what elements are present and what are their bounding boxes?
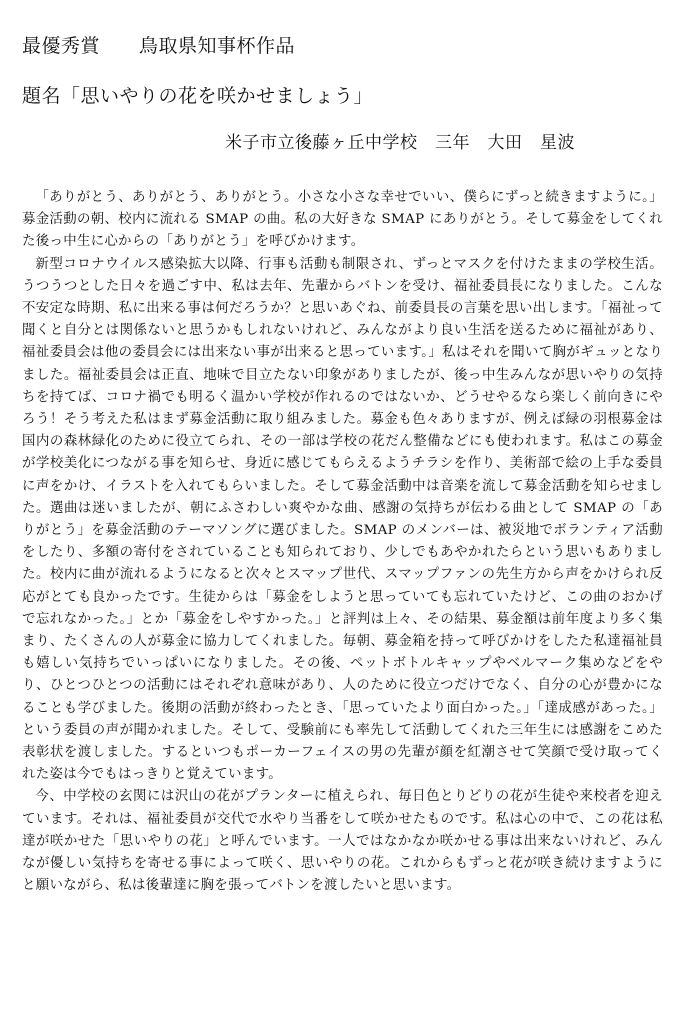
essay-body bbox=[22, 187, 663, 898]
paragraph-2: 新型コロナウイルス感染拡大以降、行事も活動も制限され、ずっとマスクを付けたままの学校生活。うつうつとした日々を過ごす中、私は去年、先輩からバトンを受け、福祉委員長になりました。こんな不安定な時期、私に出来る事は何だろうか？と思いあぐね、前委員長の言葉を思い出します。「福祉って聞くと自分とは関係ないと思うかもしれないけれど、みんながより良い生活を送るために福祉があり、福祉委員会は他の委員会には出来ない事が出来ると思っています。」私はそれを聞いて胸がギュッとなりました。福祉委員会は正直、地味で目立たない印象がありましたが、後っ中生みんなが思いやりの気持ちを持てば、コロナ禍でも明るく温かい学校が作れるのではないか、どうせやるなら楽しく前向きにやろう！そう考えた私はまず募金活動に取り組みました。募金も色々ありますが、例えば緑の羽根募金は国内の森林緑化のために役立てられ、その一部は学校の花だん整備などにも使われます。私はこの募金が学校美化につながる事を知らせ、身近に感じてもらえるようチラシを作り、美術部で絵の上手な委員に声をかけ、イラストを入れてもらいました。そして募金活動中は音楽を流して募金活動を知らせました。選曲は迷いましたが、朝にふさわしい爽やかな曲、感謝の気持ちが伝わる曲として SMAP の「ありがとう」を募金活動のテーマソングに選びました。SMAP のメンバーは、被災地でボランティア活動をしたり、多額の寄付をされていることも知られており、少しでもあやかれたらという思いもありました。校内に曲が流れるようになると次々とスマップ世代、スマップファンの先生方から声をかけられ反応がとても良かったです。生徒からは「募金をしようと思っていても忘れていたけど、この曲のおかげで忘れなかった。」とか「募金をしやすかった。」と評判は上々、その結果、募金額は前年度より多く集まり、たくさんの人が募金に協力してくれました。毎朝、募金箱を持って呼びかけをしたた私達福祉員も嬉しい気持ちでいっぱいになりました。その後、ペットボトルキャップやベルマーク集めなどをやり、ひとつひとつの活動にはそれぞれ意味があり、人のために役立つだけでなく、自分の心が豊かになることも学びました。後期の活動が終わったとき、「思っていたより面白かった。」「達成感があった。」という委員の声が聞かれました。そして、受験前にも率先して活動してくれた三年生には感謝をこめた表彰状を渡しました。するといつもポーカーフェイスの男の先輩が顔を紅潮させて笑顔で受け取ってくれた姿は今でもはっきりと覚えています。 bbox=[22, 256, 663, 783]
award-heading: 最優秀賞 鳥取県知事杯作品 bbox=[22, 35, 296, 57]
paragraph-3: 今、中学校の玄関には沢山の花がプランターに植えられ、毎日色とりどりの花が生徒や来校者を迎えています。それは、福祉委員が交代で水やり当番をして咲かせたものです。私は心の中で、この花は私達が咲かせた「思いやりの花」と呼んでいます。一人ではなかなか咲かせる事は出来ないけれど、みんなが優しい気持ちを寄せる事によって咲く、思いやりの花。これからもずっと花が咲き続けますようにと願いながら、私は後輩達に胸を張ってバトンを渡したいと思います。 bbox=[22, 789, 663, 894]
paragraph-1: 「ありがとう、ありがとう、ありがとう。小さな小さな幸せでいい、僕らにずっと続きますように。」募金活動の朝、校内に流れる SMAP の曲。私の大好きな SMAP にありがとう。そして募金をしてくれた後っ中生に心からの「ありがとう」を呼びかけます。 bbox=[22, 190, 663, 250]
author-line: 米子市立後藤ヶ丘中学校 三年 大田 星波 bbox=[225, 133, 575, 153]
essay-title: 題名「思いやりの花を咲かせましょう」 bbox=[22, 85, 374, 107]
